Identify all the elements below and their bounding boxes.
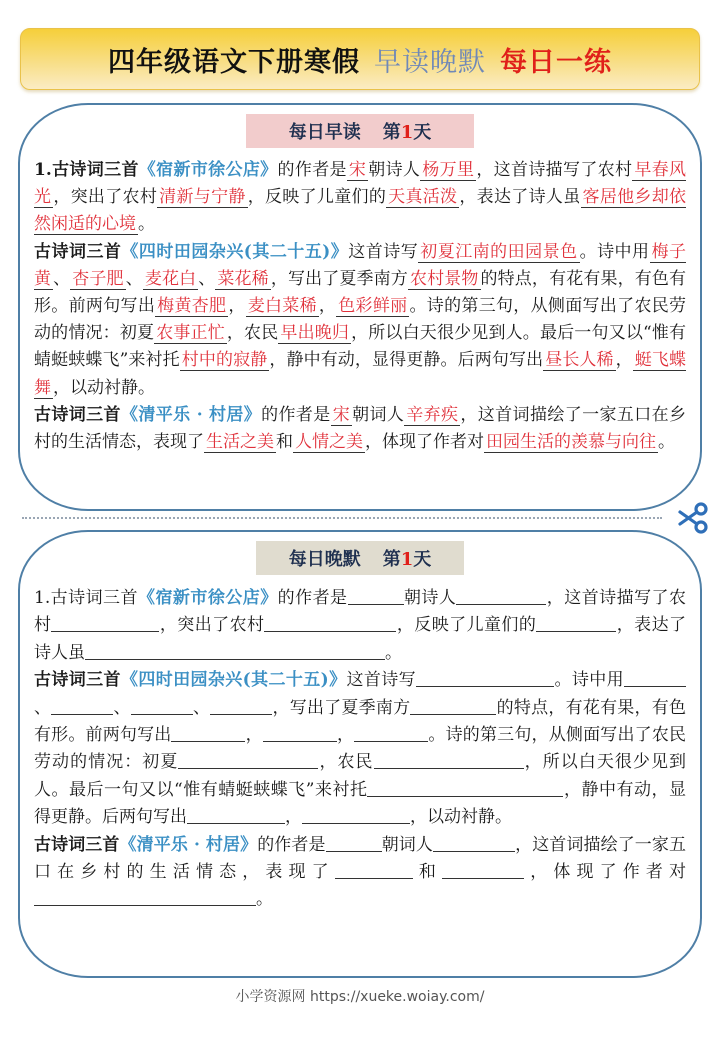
answer: 麦花白 — [144, 268, 197, 289]
cut-line-divider — [22, 517, 662, 519]
answer: 菜花稀 — [217, 268, 269, 289]
morning-paragraph-3: 古诗词三首《清平乐 · 村居》的作者是 宋 朝词人 辛弃疾 ，这首词描绘了一家五口在乡村的生活情态，表现了 生活之美 和 人情之美 ，体现了作者对 田园生活的羡慕与向往 。 — [34, 404, 687, 453]
answer: 麦白菜稀 — [247, 296, 317, 317]
evening-paragraph-1: 1.古诗词三首《宿新市徐公店》的作者是 朝诗人 ，这首诗描写了农村 ，突出了农村 ，反映了儿童们的 ，表达了诗人虽 。 — [34, 588, 687, 663]
fill-blank[interactable] — [34, 888, 256, 906]
evening-dictation-text — [34, 585, 686, 914]
fill-blank[interactable] — [171, 724, 245, 742]
answer: 村中的寂静 — [181, 350, 268, 371]
fill-blank[interactable] — [263, 724, 337, 742]
fill-blank[interactable] — [302, 806, 410, 824]
fill-blank[interactable] — [187, 806, 285, 824]
evening-dictation-panel — [18, 530, 702, 978]
fill-blank[interactable] — [264, 614, 396, 632]
banner-title-red: 每日一练 — [500, 46, 612, 78]
answer: 农村景物 — [409, 268, 479, 289]
fill-blank[interactable] — [51, 697, 113, 715]
morning-reading-text — [34, 157, 686, 456]
answer: 早出晚归 — [280, 323, 350, 344]
fill-blank[interactable] — [51, 614, 159, 632]
answer: 辛弃疾 — [406, 404, 459, 425]
evening-paragraph-2: 古诗词三首《四时田园杂兴(其二十五)》这首诗写 。诗中用、 、 、 ，写出了夏季南方 的特点，有花有果，有色有形。前两句写出 ， ， 。诗的第三句，从侧面写出了农民劳动的情况：初夏 ，农民 ，所以白天很少见到人。最后一句又以“惟有蜻蜓蛱蝶飞”来衬托 ，静中有动，显得更静。后两句写出 ， ，以动衬静。 — [34, 670, 687, 828]
fill-blank[interactable] — [367, 779, 563, 797]
answer: 天真活泼 — [388, 187, 458, 208]
answer: 蜓飞蝶舞 — [34, 350, 687, 398]
answer: 早春风光 — [34, 160, 687, 208]
answer: 初夏江南的田园景色 — [420, 241, 578, 262]
evening-tag-label: 每日晚默 — [288, 549, 361, 570]
answer: 宋 — [348, 160, 367, 180]
scissors-icon — [674, 500, 710, 536]
answer: 色彩鲜丽 — [338, 296, 408, 317]
answer: 生活之美 — [206, 432, 274, 453]
morning-day-label: 第1天 — [382, 122, 432, 143]
morning-section-tag — [246, 114, 474, 148]
answer: 梅黄杏肥 — [157, 296, 227, 317]
fill-blank[interactable] — [374, 751, 524, 769]
evening-paragraph-3: 古诗词三首《清平乐 · 村居》的作者是 朝词人 ，这首词描绘了一家五口在乡村的生活情态，表现了 和 ，体现了作者对。 — [34, 834, 687, 910]
answer: 农事正忙 — [156, 323, 225, 344]
poem-title: 《清平乐 · 村居》 — [120, 404, 262, 425]
fill-blank[interactable] — [416, 669, 554, 687]
banner-title-blue: 早读晚默 — [374, 46, 486, 78]
morning-tag-label: 每日早读 — [288, 122, 361, 143]
answer: 梅子黄 — [34, 241, 687, 289]
evening-section-tag — [256, 541, 464, 575]
answer: 田园生活的羡慕与向往 — [486, 432, 656, 453]
fill-blank[interactable] — [178, 751, 318, 769]
poem-title: 《宿新市徐公店》 — [138, 160, 278, 180]
fill-blank[interactable] — [456, 587, 546, 605]
answer: 昼长人稀 — [545, 350, 614, 371]
answer: 宋 — [332, 404, 351, 425]
page-banner — [20, 28, 700, 90]
footer-source: 小学资源网 https://xueke.woiay.com/ — [235, 989, 485, 1005]
poem-title: 《宿新市徐公店》 — [137, 588, 278, 608]
fill-blank[interactable] — [442, 861, 524, 879]
fill-blank[interactable] — [335, 861, 413, 879]
fill-blank[interactable] — [210, 697, 272, 715]
answer: 杏子肥 — [72, 268, 124, 289]
poem-title: 《四时田园杂兴(其二十五)》 — [120, 670, 347, 691]
fill-blank[interactable] — [131, 697, 193, 715]
morning-reading-panel — [18, 103, 702, 511]
fill-blank[interactable] — [348, 587, 404, 605]
answer: 人情之美 — [295, 432, 363, 453]
answer: 清新与宁静 — [159, 187, 246, 208]
answer: 客居他乡却依然闲适的心境 — [34, 187, 687, 235]
morning-paragraph-2: 古诗词三首《四时田园杂兴(其二十五)》这首诗写 初夏江南的田园景色 。诗中用 梅子黄 、 杏子肥 、 麦花白 、 菜花稀 ，写出了夏季南方 农村景物 的特点，有花有果，有色有形。前两句写出 梅黄杏肥 ， 麦白菜稀 ， 色彩鲜丽 。诗的第三句，从侧面写出了农民劳动的情况：初夏 农事正忙 ，农民 早出晚归 ，所以白天很少见到人。最后一句又以“惟有蜻蜓蛱蝶飞”来衬托 村中的寂静 ，静中有动，显得更静。后两句写出 昼长人稀 ， 蜓飞蝶舞 ，以动衬静。 — [34, 241, 687, 398]
answer: 杨万里 — [422, 160, 475, 180]
evening-day-label: 第1天 — [382, 549, 432, 570]
fill-blank[interactable] — [326, 834, 382, 852]
poem-title: 《四时田园杂兴(其二十五)》 — [121, 241, 349, 262]
morning-paragraph-1: 1.古诗词三首《宿新市徐公店》的作者是 宋 朝诗人 杨万里 ，这首诗描写了农村 早春风光 ，突出了农村 清新与宁静 ，反映了儿童们的 天真活泼 ，表达了诗人虽 客居他乡却依然闲适的心境 。 — [34, 160, 687, 235]
fill-blank[interactable] — [433, 834, 515, 852]
banner-title-main: 四年级语文下册寒假 — [108, 46, 360, 78]
poem-title: 《清平乐 · 村居》 — [119, 834, 258, 855]
fill-blank[interactable] — [624, 669, 686, 687]
fill-blank[interactable] — [536, 614, 616, 632]
fill-blank[interactable] — [410, 697, 496, 715]
fill-blank[interactable] — [354, 724, 428, 742]
fill-blank[interactable] — [85, 642, 385, 660]
